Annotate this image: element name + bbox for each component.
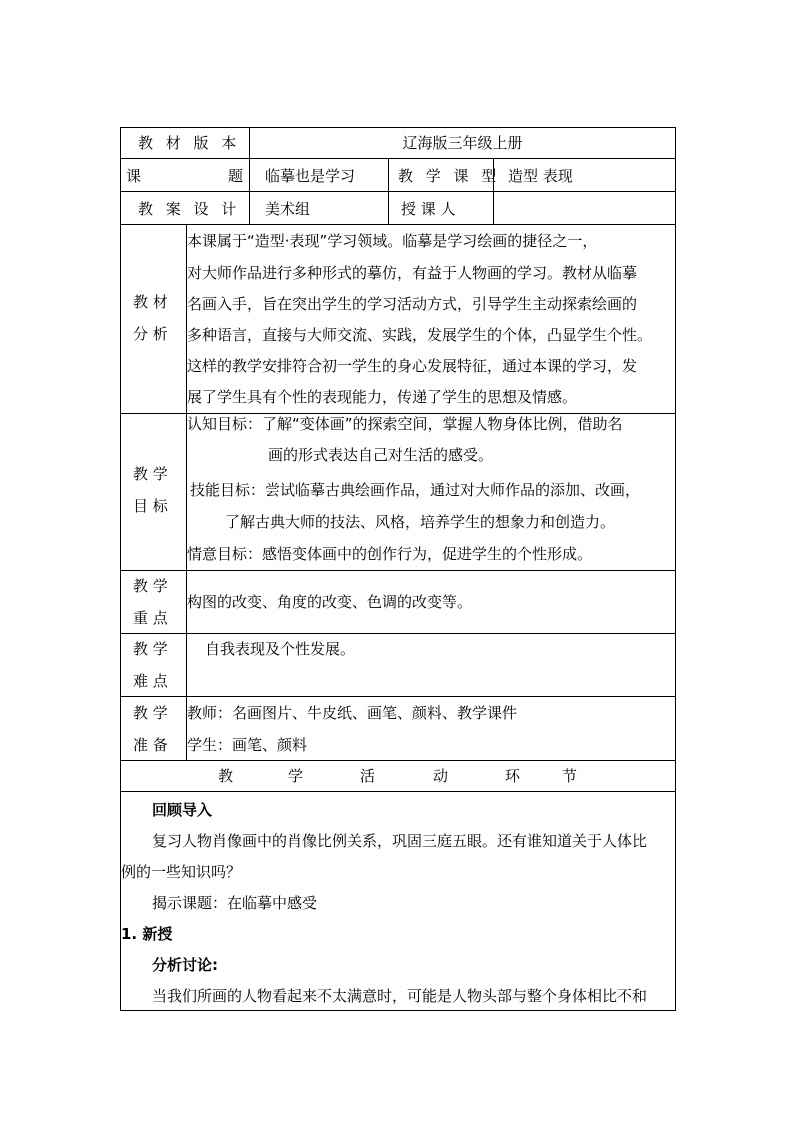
topic-label: 课 [126, 167, 142, 185]
table-border-top [120, 127, 676, 128]
prep-line: 学生：画笔、颜料 [187, 736, 308, 754]
activity-header-char: 活 [360, 767, 376, 785]
reveal-topic: 揭示课题：在临摹中感受 [152, 894, 318, 912]
analysis-line: 这样的教学安排符合初一学生的身心发展特征，通过本课的学习，发 [187, 357, 638, 375]
table-rule [120, 791, 676, 792]
edition-value: 辽海版三年级上册 [402, 134, 523, 152]
difficulty-value: 自我表现及个性发展。 [205, 640, 356, 658]
analysis-paragraph: 当我们所画的人物看起来不太满意时，可能是人物头部与整个身体相比不和 [152, 987, 648, 1005]
topic-label: 题 [228, 167, 244, 185]
table-rule [120, 633, 676, 634]
prep-label: 准 备 [133, 736, 168, 754]
analysis-line: 对大师作品进行多种形式的摹仿，有益于人物画的学习。教材从临摹 [187, 264, 638, 282]
table-rule [120, 570, 676, 571]
table-border-bottom [120, 1010, 676, 1011]
analysis-heading: 分析讨论: [152, 956, 218, 974]
analysis-line: 多种语言，直接与大师交流、实践，发展学生的个体，凸显学生个性。 [187, 326, 653, 344]
activity-header-char: 学 [288, 767, 304, 785]
table-rule [120, 696, 676, 697]
table-border-right [675, 127, 676, 1011]
edition-label: 教 材 版 本 [138, 134, 241, 152]
goal-line: 了解古典大师的技法、风格，培养学生的想象力和创造力。 [225, 513, 616, 531]
analysis-line: 展了学生具有个性的表现能力，传递了学生的思想及情感。 [187, 388, 578, 406]
prep-line: 教师：名画图片、牛皮纸、画笔、颜料、教学课件 [187, 704, 518, 722]
activity-header-char: 教 [218, 767, 234, 785]
new-lesson-heading: 1. 新授 [121, 925, 173, 943]
topic-value: 临摹也是学习 [265, 167, 356, 185]
review-paragraph: 例的一些知识吗？ [121, 863, 242, 881]
analysis-label: 分 析 [133, 325, 168, 343]
activity-header-char: 节 [562, 767, 578, 785]
analysis-line: 本课属于“造型·表现”学习领域。临摹是学习绘画的捷径之一， [187, 232, 598, 250]
goal-line: 认知目标：了解“变体画”的探索空间，掌握人物身体比例，借助名 [187, 415, 623, 433]
goal-line: 技能目标：尝试临摹古典绘画作品，通过对大师作品的添加、改画， [190, 481, 641, 499]
lesson-plan-table [120, 127, 676, 1011]
goals-label: 教 学 [133, 465, 168, 483]
table-rule [120, 191, 676, 192]
activity-header-char: 环 [505, 767, 521, 785]
table-rule [388, 158, 389, 224]
design-value: 美术组 [265, 200, 311, 218]
goals-label: 目 标 [133, 497, 168, 515]
review-heading: 回顾导入 [152, 801, 213, 819]
analysis-line: 名画入手，旨在突出学生的学习活动方式，引导学生主动探索绘画的 [187, 295, 638, 313]
table-rule [120, 760, 676, 761]
lesson-type-label: 教 学 课 型 [398, 167, 501, 185]
table-rule [120, 224, 676, 225]
goal-line: 情意目标：感悟变体画中的创作行为，促进学生的个性形成。 [187, 545, 593, 563]
table-rule [120, 158, 676, 159]
lesson-type-value: 造型 表现 [508, 167, 573, 185]
difficulty-label: 难 点 [133, 672, 168, 690]
design-label: 教 案 设 计 [138, 200, 241, 218]
activity-header-char: 动 [433, 767, 449, 785]
difficulty-label: 教 学 [133, 640, 168, 658]
prep-label: 教 学 [133, 704, 168, 722]
teacher-label: 授 课 人 [401, 200, 456, 218]
goal-line: 画的形式表达自己对生活的感受。 [268, 446, 494, 464]
key-label: 教 学 [133, 577, 168, 595]
key-value: 构图的改变、角度的改变、色调的改变等。 [187, 593, 473, 611]
key-label: 重 点 [133, 609, 168, 627]
analysis-label: 教 材 [133, 293, 168, 311]
review-paragraph: 复习人物肖像画中的肖像比例关系，巩固三庭五眼。还有谁知道关于人体比 [152, 832, 648, 850]
